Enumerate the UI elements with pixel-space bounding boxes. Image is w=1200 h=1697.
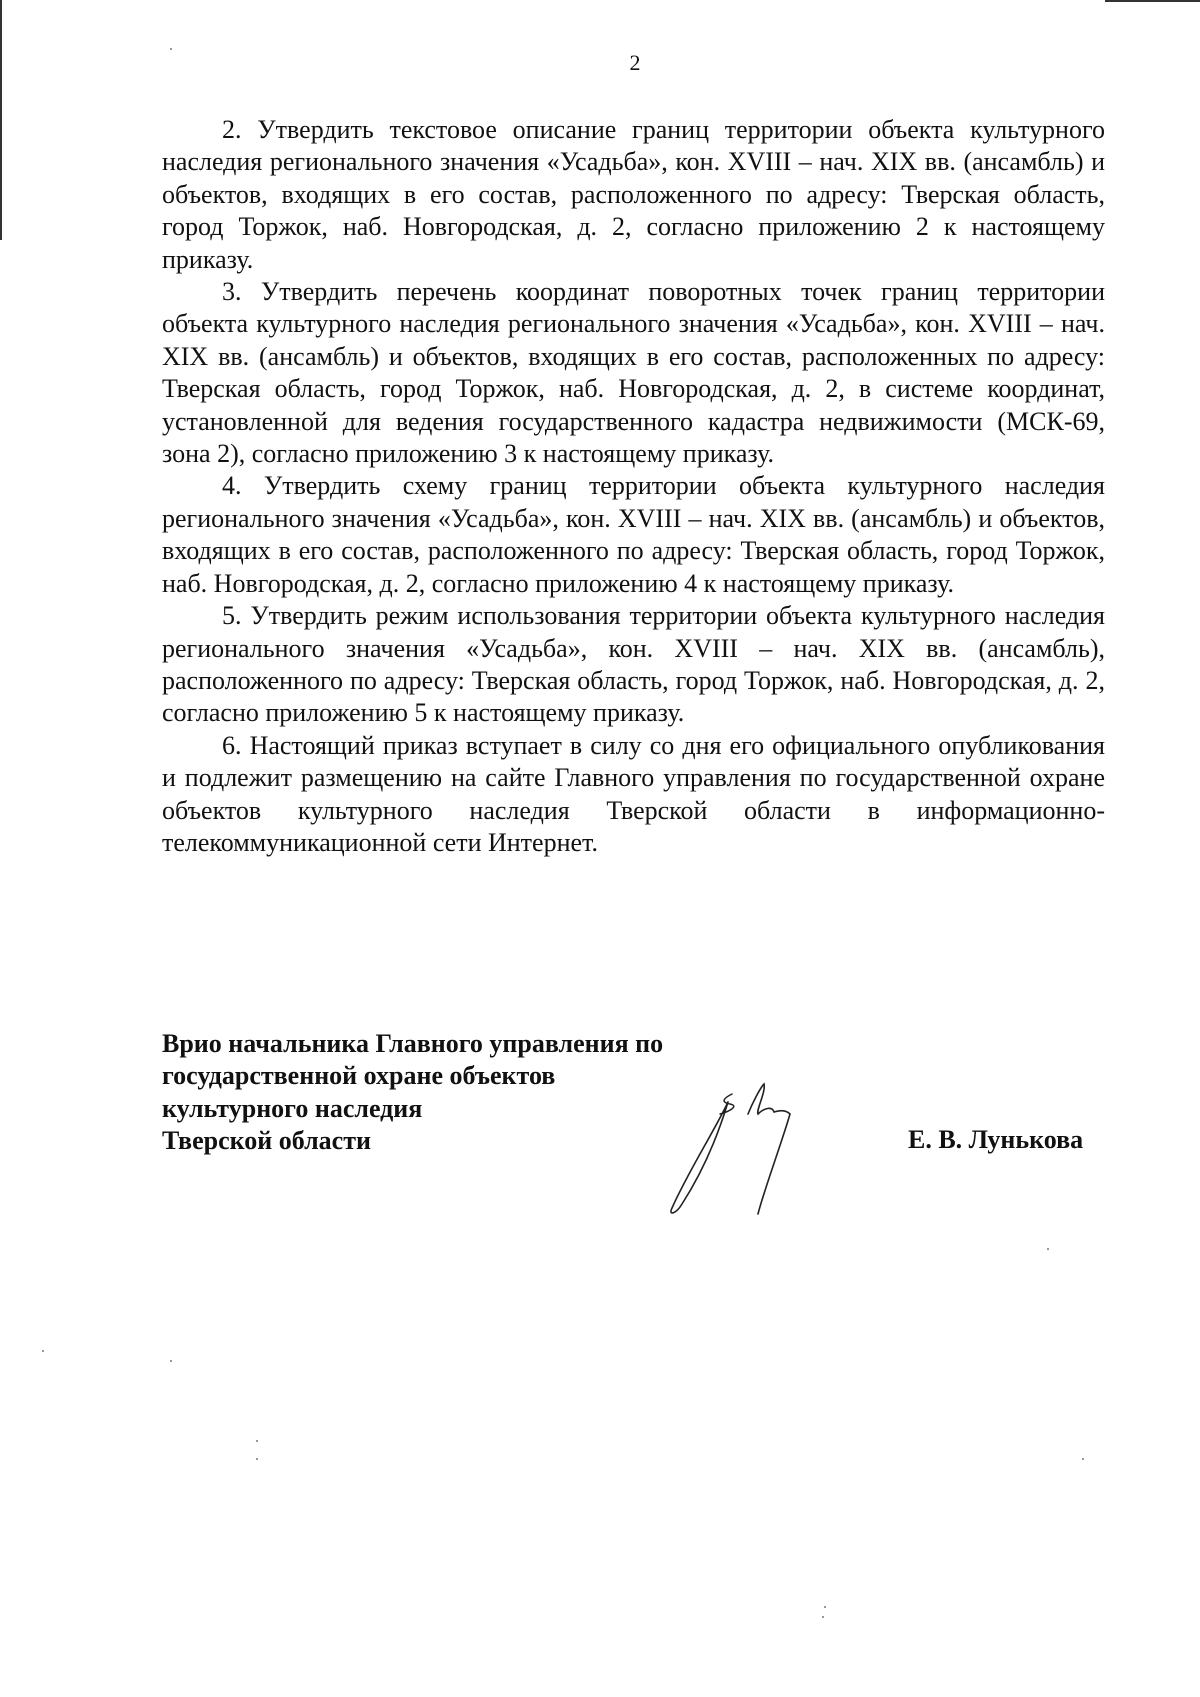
handwritten-signature <box>660 1080 840 1220</box>
scan-edge-top <box>1105 0 1200 2</box>
scan-speck <box>170 1360 172 1362</box>
paragraph-item-4: 4. Утвердить схему границ территории объекта культурного наследия регионального значения «Усадьба», кон. XVIII – нач. XIX вв. (ансамбль) и объектов, входящих в его состав, расположенного по адресу: Тверская область, город Торжок, наб. Новгородская, д. 2, согласно приложению 4 к настоящему приказу. <box>162 471 1105 598</box>
scan-speck <box>170 48 172 50</box>
paragraph-item-3: 3. Утвердить перечень координат поворотных точек границ территории объекта культурного наследия регионального значения «Усадьба», кон. XVIII – нач. XIX вв. (ансамбль) и объектов, входящих в его состав, расположенных по адресу: Тверская область, город Торжок, наб. Новгородская, д. 2, в системе координат, установленной для ведения государственного кадастра недвижимости (МСК-69, зона 2), согласно приложению 3 к настоящему приказу. <box>162 277 1105 469</box>
position-line: Тверской области <box>162 1126 371 1156</box>
signatory-name: Е. В. Лунькова <box>908 1125 1084 1154</box>
signatory-position <box>162 1028 722 1158</box>
paragraph-item-5: 5. Утвердить режим использования территории объекта культурного наследия регионального значения «Усадьба», кон. XVIII – нач. XIX вв. (ансамбль), расположенного по адресу: Тверская область, город Торжок, наб. Новгородская, д. 2, согласно приложению 5 к настоящему приказу. <box>162 601 1105 728</box>
scan-speck <box>42 1350 44 1352</box>
document-body <box>162 114 1105 859</box>
scan-edge-left <box>0 0 2 240</box>
scan-speck <box>1082 1458 1084 1460</box>
paragraph-item-2: 2. Утвердить текстовое описание границ территории объекта культурного наследия регионального значения «Усадьба», кон. XVIII – нач. XIX вв. (ансамбль) и объектов, входящих в его состав, расположенного по адресу: Тверская область, город Торжок, наб. Новгородская, д. 2, согласно приложению 2 к настоящему приказу. <box>162 115 1105 274</box>
scan-speck <box>824 1606 826 1608</box>
position-line: культурного наследия <box>162 1093 423 1123</box>
scan-speck <box>256 1458 258 1460</box>
position-line: государственной охране объектов <box>162 1061 556 1091</box>
scan-speck <box>1047 1248 1049 1250</box>
scan-speck <box>256 1440 258 1442</box>
page-number: 2 <box>629 50 641 75</box>
position-line: Врио начальника Главного управления по <box>162 1029 664 1058</box>
paragraph-item-6: 6. Настоящий приказ вступает в силу со дня его официального опубликования и подлежит размещению на сайте Главного управления по государственной охране объектов культурного наследия Тверской области в информационно-телекоммуникационной сети Интернет. <box>162 730 1105 857</box>
scan-speck <box>822 1616 824 1618</box>
